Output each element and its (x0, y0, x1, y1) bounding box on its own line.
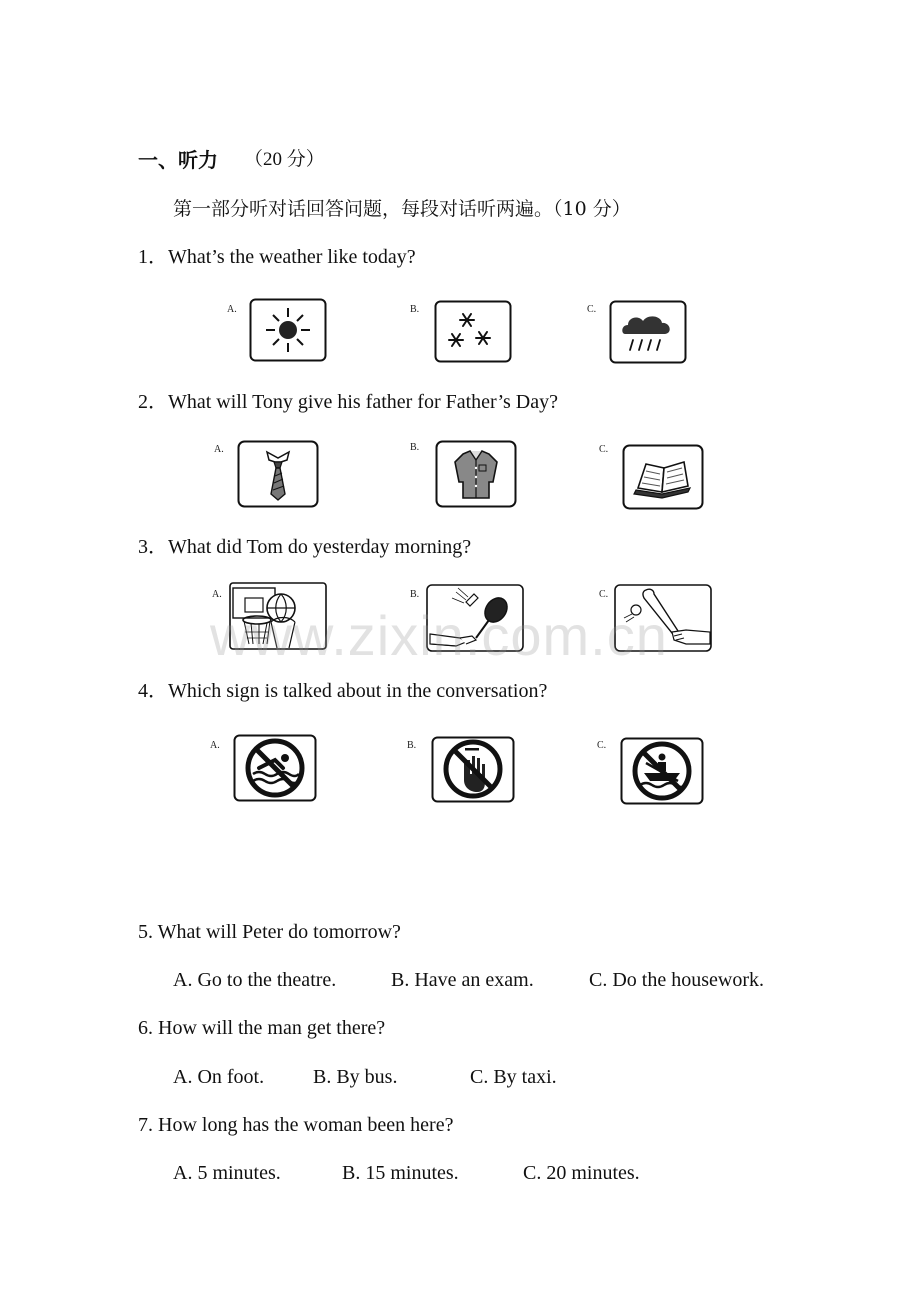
option-label: C. (599, 589, 609, 600)
option-label: C. (599, 444, 609, 455)
option-label: A. (214, 444, 224, 455)
section-title: 一、听力 (138, 148, 218, 172)
option-a: A. 5 minutes. (173, 1162, 281, 1184)
rain-cloud-icon (609, 300, 687, 364)
option-b: B. By bus. (313, 1066, 398, 1088)
option-label: C. (597, 740, 607, 751)
option-c: C. 20 minutes. (523, 1162, 640, 1184)
shirt-icon (435, 440, 517, 508)
question-number: 4． (138, 680, 168, 702)
question-text: What’s the weather like today? (168, 246, 416, 268)
option-label: A. (227, 304, 237, 315)
question-3 (138, 535, 471, 559)
no-touching-sign-icon (431, 736, 515, 803)
question-7: 7. How long has the woman been here? (138, 1114, 454, 1136)
question-6: 6. How will the man get there? (138, 1017, 386, 1039)
option-label: B. (410, 589, 420, 600)
question-text: Which sign is talked about in the conversation? (168, 680, 548, 702)
book-icon (622, 444, 704, 510)
question-text: What did Tom do yesterday morning? (168, 536, 472, 558)
snow-icon (434, 300, 512, 363)
tie-icon (237, 440, 319, 508)
option-label: B. (410, 304, 420, 315)
question-5: 5. What will Peter do tomorrow? (138, 921, 401, 943)
question-text: What will Tony give his father for Father’s Day? (168, 391, 558, 413)
option-a: A. On foot. (173, 1066, 265, 1088)
question-4 (138, 679, 547, 703)
no-swimming-sign-icon (233, 734, 317, 802)
question-1 (138, 245, 416, 269)
question-number: 1． (138, 246, 168, 268)
option-a: A. Go to the theatre. (173, 969, 337, 991)
watermark: www.zixin.com.cn (210, 604, 668, 667)
sun-icon (249, 298, 327, 362)
question-number: 3． (138, 536, 168, 558)
option-c: C. By taxi. (470, 1066, 557, 1088)
option-label: B. (410, 442, 420, 453)
option-b: B. 15 minutes. (342, 1162, 459, 1184)
part1-instruction: 第一部分听对话回答问题，每段对话听两遍。（10 分） (173, 198, 631, 220)
option-c: C. Do the housework. (589, 969, 764, 991)
no-boating-sign-icon (620, 737, 704, 805)
option-label: B. (407, 740, 417, 751)
option-label: C. (587, 304, 597, 315)
option-label: A. (212, 589, 222, 600)
option-b: B. Have an exam. (391, 969, 534, 991)
section-score: （20 分） (244, 149, 325, 170)
question-number: 2． (138, 391, 168, 413)
question-2 (138, 390, 558, 414)
option-label: A. (210, 740, 220, 751)
